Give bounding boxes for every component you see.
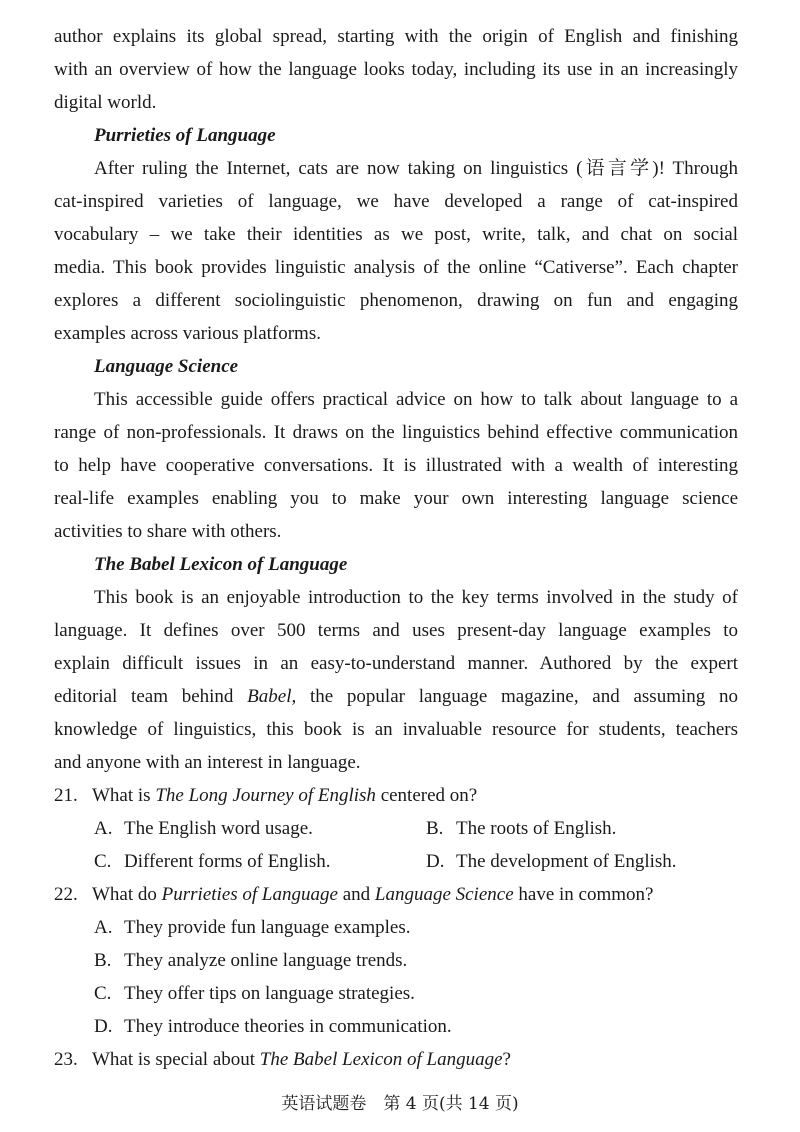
passage-line: activities to share with others. — [54, 521, 282, 542]
question-text: What do — [92, 884, 162, 905]
option-21-d[interactable] — [426, 851, 677, 873]
question-number: 23. — [54, 1049, 78, 1070]
option-letter: A. — [94, 818, 113, 839]
option-21-c[interactable] — [94, 851, 331, 873]
passage-line: range of non-professionals. It draws on the linguistics behind effective communication — [54, 422, 738, 443]
question-22 — [54, 884, 738, 906]
question-21 — [54, 785, 738, 807]
question-text: centered on? — [375, 785, 478, 806]
option-text: Different forms of English. — [124, 851, 331, 872]
passage-line: knowledge of linguistics, this book is an invaluable resource for students, teachers — [54, 719, 738, 740]
passage-line: examples across various platforms. — [54, 323, 321, 344]
question-text: and — [337, 884, 375, 905]
option-letter: A. — [94, 917, 113, 938]
passage-line: real-life examples enabling you to make your own interesting language science — [54, 488, 738, 509]
option-letter: D. — [94, 1016, 113, 1037]
question-number: 22. — [54, 884, 78, 905]
passage-line: After ruling the Internet, cats are now taking on linguistics (语言学)! Through — [94, 158, 738, 179]
passage-line: to help have cooperative conversations. It is illustrated with a wealth of interesting — [54, 455, 738, 476]
option-22-c[interactable] — [94, 983, 415, 1005]
question-number: 21. — [54, 785, 78, 806]
book-title-ref: The Babel Lexicon of Language — [259, 1049, 503, 1070]
book-title: Language Science — [94, 356, 239, 377]
book-title-ref: Purrieties of Language — [161, 884, 338, 905]
passage-line: vocabulary – we take their identities as we post, write, talk, and chat on social — [54, 224, 738, 245]
option-letter: C. — [94, 851, 112, 872]
book-title-ref: Language Science — [374, 884, 514, 905]
option-letter: C. — [94, 983, 112, 1004]
passage-line — [54, 686, 738, 708]
passage-line: language. It defines over 500 terms and uses present-day language examples to — [54, 620, 738, 641]
passage-line: cat-inspired varieties of language, we have developed a range of cat-inspired — [54, 191, 738, 212]
option-text: The English word usage. — [124, 818, 313, 839]
question-text: What is — [92, 785, 156, 806]
passage-text: editorial team behind — [54, 686, 248, 707]
question-text: ? — [502, 1049, 511, 1070]
passage-line: digital world. — [54, 92, 157, 113]
option-text: They analyze online language trends. — [124, 950, 408, 971]
option-text: The development of English. — [456, 851, 677, 872]
option-text: They offer tips on language strategies. — [124, 983, 415, 1004]
book-title: The Babel Lexicon of Language — [94, 554, 348, 575]
option-22-a[interactable] — [94, 917, 410, 939]
question-text: What is special about — [92, 1049, 260, 1070]
passage-line: with an overview of how the language looks today, including its use in an increasingly — [54, 59, 738, 80]
passage-line: author explains its global spread, starting with the origin of English and finishing — [54, 26, 738, 47]
passage-line: and anyone with an interest in language. — [54, 752, 361, 773]
passage-line: media. This book provides linguistic analysis of the online “Cativerse”. Each chapter — [54, 257, 738, 278]
question-23 — [54, 1049, 738, 1071]
passage-line: This accessible guide offers practical advice on how to talk about language to a — [94, 389, 738, 410]
option-21-a[interactable] — [94, 818, 313, 840]
option-letter: D. — [426, 851, 445, 872]
option-text: They provide fun language examples. — [124, 917, 411, 938]
option-22-d[interactable] — [94, 1016, 452, 1038]
book-title-ref: The Long Journey of English — [155, 785, 376, 806]
passage-line: explain difficult issues in an easy-to-understand manner. Authored by the expert — [54, 653, 738, 674]
option-text: They introduce theories in communication. — [124, 1016, 452, 1037]
magazine-name: Babel — [247, 686, 292, 707]
passage-line: explores a different sociolinguistic phenomenon, drawing on fun and engaging — [54, 290, 738, 311]
option-letter: B. — [94, 950, 112, 971]
passage-text: , the popular language magazine, and assuming no — [291, 686, 738, 707]
passage-line: This book is an enjoyable introduction to the key terms involved in the study of — [94, 587, 738, 608]
option-21-b[interactable] — [426, 818, 616, 840]
page-footer: 英语试题卷 第 4 页(共 14 页) — [281, 1094, 519, 1114]
book-title: Purrieties of Language — [94, 125, 276, 146]
option-22-b[interactable] — [94, 950, 407, 972]
option-text: The roots of English. — [456, 818, 617, 839]
question-text: have in common? — [513, 884, 654, 905]
option-letter: B. — [426, 818, 444, 839]
